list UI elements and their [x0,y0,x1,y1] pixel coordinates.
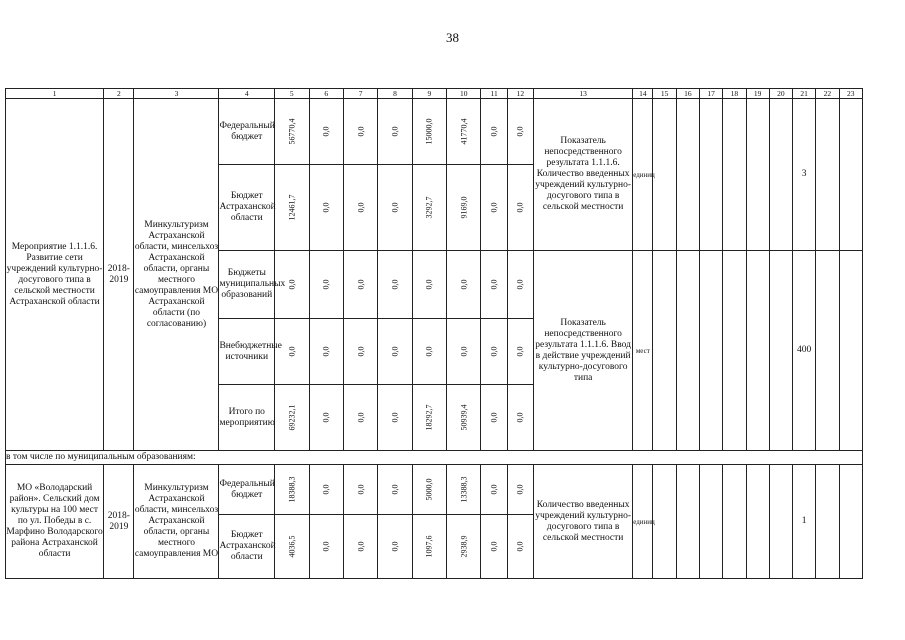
value-cell: 0,0 [378,465,412,515]
empty-cell [839,251,862,451]
value-cell: 0,0 [481,465,507,515]
executor-cell: Минкультуризм Астраханской области, минсельхоз Астраханской области, органы местного самоуправления МО Астраханской области (по согласованию) [134,99,219,451]
header-cell: 15 [653,89,676,99]
value-cell: 56770,4 [275,99,309,165]
header-cell: 20 [769,89,792,99]
measure-name: МО «Володарский район». Сельский дом культуры на 100 мест по ул. Победы в с. Марфино Володарского района Астраханской области [6,465,104,579]
header-cell: 11 [481,89,507,99]
header-cell: 3 [134,89,219,99]
empty-cell [816,465,839,579]
value-cell: 0,0 [447,319,481,385]
header-cell: 19 [746,89,769,99]
header-cell: 18 [723,89,746,99]
header-cell: 2 [104,89,134,99]
value-cell: 41770,4 [447,99,481,165]
value-cell: 0,0 [343,319,377,385]
value-cell: 0,0 [412,251,446,319]
value-cell: 0,0 [309,319,343,385]
value-cell: 0,0 [481,165,507,251]
empty-cell [676,251,699,451]
measure-name: Мероприятие 1.1.1.6. Развитие сети учреждений культурно-досугового типа в сельской местности Астраханской области [6,99,104,451]
header-cell: 21 [793,89,816,99]
value-cell: 50939,4 [447,385,481,451]
municipal-caption: в том числе по муниципальным образованиям: [6,451,863,465]
header-cell: 12 [507,89,533,99]
years-cell: 2018-2019 [104,465,134,579]
page-number: 38 [446,30,459,45]
value-cell: 0,0 [447,251,481,319]
header-cell: 9 [412,89,446,99]
program-table [5,88,863,579]
value-cell: 4036,5 [275,515,309,579]
header-cell: 6 [309,89,343,99]
source-cell: Бюджет Астраханской области [219,165,275,251]
source-cell: Федеральный бюджет [219,99,275,165]
header-cell: 22 [816,89,839,99]
value-cell: 0,0 [378,385,412,451]
value-cell: 0,0 [343,465,377,515]
empty-cell [653,465,676,579]
empty-cell [839,99,862,251]
value-cell: 0,0 [507,251,533,319]
source-cell: Федеральный бюджет [219,465,275,515]
value-cell: 18292,7 [412,385,446,451]
value-cell: 0,0 [343,99,377,165]
header-cell: 8 [378,89,412,99]
empty-cell [723,251,746,451]
value-cell: 0,0 [343,251,377,319]
empty-cell [723,465,746,579]
empty-cell [769,465,792,579]
value-cell: 0,0 [309,465,343,515]
caption-row [6,451,863,465]
value-cell: 3292,7 [412,165,446,251]
value-cell: 0,0 [481,319,507,385]
indicator-unit: мест [633,251,653,451]
value-cell: 0,0 [507,385,533,451]
source-cell: Бюджет Астраханской области [219,515,275,579]
value-cell: 0,0 [481,515,507,579]
empty-cell [769,251,792,451]
value-cell: 0,0 [309,515,343,579]
indicator-text: Показатель непосредственного результата 1.1.1.6. Ввод в действие учреждений культурно-досугового типа [534,251,633,451]
table-row [6,99,863,165]
years-cell: 2018-2019 [104,99,134,451]
header-row [6,89,863,99]
value-cell: 0,0 [378,515,412,579]
empty-cell [746,251,769,451]
value-cell: 0,0 [309,99,343,165]
indicator-value: 3 [793,99,816,251]
value-cell: 0,0 [507,515,533,579]
value-cell: 1097,6 [412,515,446,579]
value-cell: 0,0 [275,319,309,385]
header-cell: 10 [447,89,481,99]
value-cell: 5000,0 [412,465,446,515]
table-row [6,465,863,515]
empty-cell [699,465,722,579]
value-cell: 12461,7 [275,165,309,251]
header-cell: 16 [676,89,699,99]
source-cell: Итого по мероприятию [219,385,275,451]
header-cell: 23 [839,89,862,99]
header-cell: 4 [219,89,275,99]
indicator-unit: единиц [633,465,653,579]
empty-cell [676,465,699,579]
indicator-unit: единиц [633,99,653,251]
value-cell: 0,0 [275,251,309,319]
value-cell: 0,0 [507,465,533,515]
value-cell: 15000,0 [412,99,446,165]
empty-cell [816,251,839,451]
value-cell: 69232,1 [275,385,309,451]
empty-cell [746,99,769,251]
header-cell: 14 [633,89,653,99]
empty-cell [769,99,792,251]
value-cell: 0,0 [309,165,343,251]
value-cell: 0,0 [378,319,412,385]
indicator-text: Количество введенных учреждений культурно-досугового типа в сельской местности [534,465,633,579]
value-cell: 0,0 [507,99,533,165]
indicator-value: 400 [793,251,816,451]
value-cell: 0,0 [343,165,377,251]
value-cell: 0,0 [481,385,507,451]
value-cell: 0,0 [378,99,412,165]
value-cell: 0,0 [378,251,412,319]
value-cell: 2938,9 [447,515,481,579]
value-cell: 0,0 [481,251,507,319]
empty-cell [653,251,676,451]
value-cell: 13388,3 [447,465,481,515]
indicator-value: 1 [793,465,816,579]
header-cell: 5 [275,89,309,99]
empty-cell [699,99,722,251]
value-cell: 0,0 [309,251,343,319]
value-cell: 0,0 [343,385,377,451]
header-cell: 17 [699,89,722,99]
empty-cell [816,99,839,251]
value-cell: 0,0 [412,319,446,385]
empty-cell [746,465,769,579]
empty-cell [839,465,862,579]
value-cell: 0,0 [343,515,377,579]
header-cell: 7 [343,89,377,99]
header-cell: 1 [6,89,104,99]
header-cell: 13 [534,89,633,99]
executor-cell: Минкультуризм Астраханской области, минсельхоз Астраханской области, органы местного самоуправления МО [134,465,219,579]
value-cell: 0,0 [481,99,507,165]
value-cell: 0,0 [507,165,533,251]
source-cell: Бюджеты муниципальных образований [219,251,275,319]
value-cell: 18388,3 [275,465,309,515]
value-cell: 0,0 [309,385,343,451]
empty-cell [676,99,699,251]
empty-cell [723,99,746,251]
value-cell: 0,0 [378,165,412,251]
empty-cell [653,99,676,251]
empty-cell [699,251,722,451]
source-cell: Внебюджетные источники [219,319,275,385]
indicator-text: Показатель непосредственного результата 1.1.1.6. Количество введенных учреждений культурно-досугового типа в сельской местности [534,99,633,251]
value-cell: 0,0 [507,319,533,385]
value-cell: 9169,0 [447,165,481,251]
